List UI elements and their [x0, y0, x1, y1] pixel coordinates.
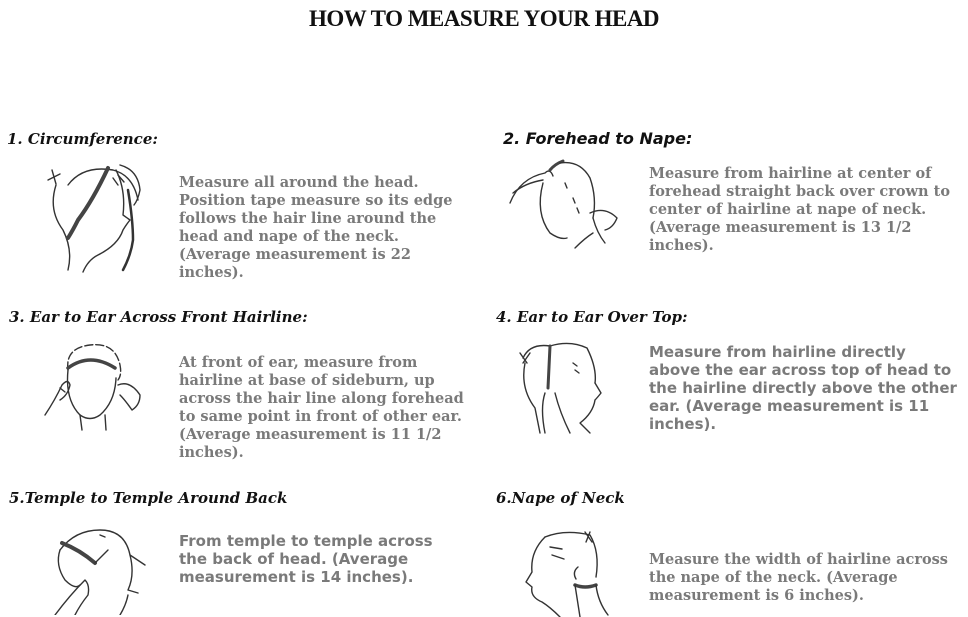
description-line: to same point in front of other ear.: [179, 408, 462, 425]
forehead-to-nape-illustration: [505, 158, 635, 258]
section-heading-nape-of-neck: 6.Nape of Neck: [496, 489, 625, 507]
description-line: measurement is 14 inches).: [179, 568, 414, 586]
description-line: follows the hair line around the: [179, 210, 437, 227]
description-line: hairline at base of sideburn, up: [179, 372, 435, 389]
description-line: forehead straight back over crown to: [649, 183, 951, 200]
description-line: the back of head. (Average: [179, 550, 409, 568]
description-line: inches).: [179, 264, 244, 281]
section-description-ear-to-ear-front: [179, 354, 464, 462]
description-line: Measure from hairline directly: [649, 343, 906, 361]
description-line: Measure the width of hairline across: [649, 551, 948, 568]
description-line: measurement is 6 inches).: [649, 587, 864, 604]
section-description-circumference: [179, 174, 452, 282]
description-line: ear. (Average measurement is 11: [649, 397, 930, 415]
description-line: inches).: [649, 415, 717, 433]
temple-to-temple-illustration: [50, 525, 150, 615]
description-line: above the ear across top of head to: [649, 361, 952, 379]
section-heading-forehead-to-nape: 2. Forehead to Nape:: [503, 129, 693, 148]
description-line: (Average measurement is 22: [179, 246, 411, 263]
section-heading-ear-to-ear-top: 4. Ear to Ear Over Top:: [496, 308, 688, 326]
description-line: across the hair line along forehead: [179, 390, 464, 407]
section-heading-temple-to-temple: 5.Temple to Temple Around Back: [9, 489, 288, 507]
description-line: (Average measurement is 11 1/2: [179, 426, 442, 443]
description-line: Measure from hairline at center of: [649, 165, 932, 182]
section-heading-circumference: 1. Circumference:: [7, 130, 158, 148]
head-circumference-illustration: [38, 160, 148, 280]
description-line: inches).: [179, 444, 244, 461]
description-line: inches).: [649, 237, 714, 254]
description-line: Position tape measure so its edge: [179, 192, 453, 209]
section-heading-ear-to-ear-front: 3. Ear to Ear Across Front Hairline:: [9, 308, 308, 326]
section-description-ear-to-ear-top: [649, 343, 957, 433]
description-line: the nape of the neck. (Average: [649, 569, 898, 586]
page-title: HOW TO MEASURE YOUR HEAD: [308, 6, 660, 31]
description-line: head and nape of the neck.: [179, 228, 399, 245]
description-line: At front of ear, measure from: [179, 354, 418, 371]
section-description-temple-to-temple: [179, 532, 433, 586]
description-line: the hairline directly above the other: [649, 379, 957, 397]
description-line: (Average measurement is 13 1/2: [649, 219, 912, 236]
ear-to-ear-front-illustration: [40, 340, 150, 435]
description-line: center of hairline at nape of neck.: [649, 201, 927, 218]
nape-of-neck-illustration: [520, 527, 610, 617]
section-description-forehead-to-nape: [649, 165, 950, 255]
description-line: Measure all around the head.: [179, 174, 419, 191]
description-line: From temple to temple across: [179, 532, 433, 550]
ear-to-ear-top-illustration: [515, 338, 605, 438]
section-description-nape-of-neck: [649, 551, 948, 605]
